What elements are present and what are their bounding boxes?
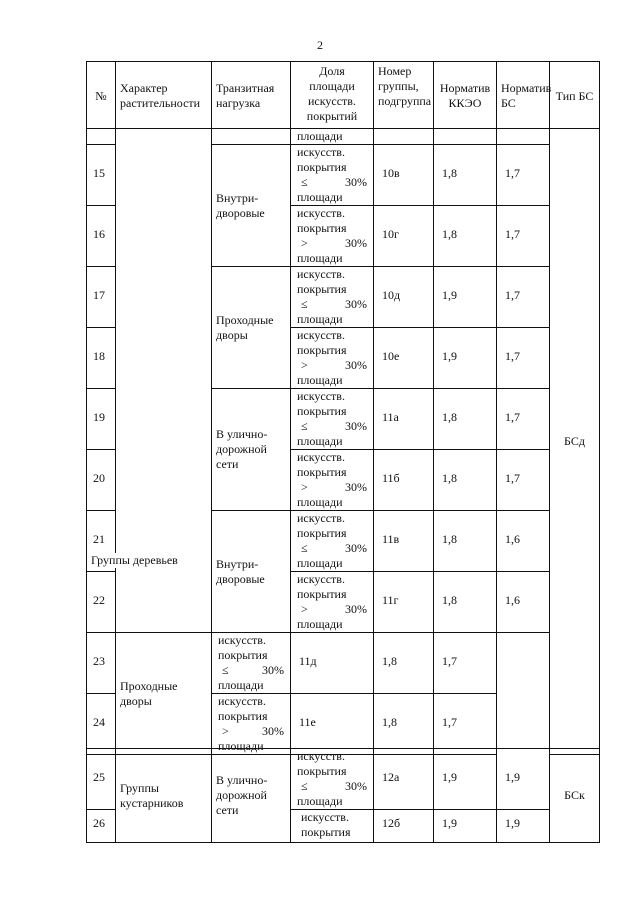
type-label: БСд xyxy=(564,434,585,448)
group-code: 12а xyxy=(374,749,434,810)
norm-kkeo: 1,9 xyxy=(434,267,497,328)
norm-bs: 1,7 xyxy=(434,694,497,755)
header-num: № xyxy=(87,62,116,129)
row-number: 22 xyxy=(87,572,116,633)
row-number: 24 xyxy=(87,694,116,755)
row-number: 26 xyxy=(87,810,116,843)
share-cell: искусств. покрытия > 30% площади xyxy=(291,450,374,511)
header-load: Транзитная нагрузка xyxy=(212,62,291,129)
header-share: Доля площади искусств. покрытий xyxy=(291,62,374,129)
table-cell xyxy=(374,129,434,145)
shrubs-table xyxy=(86,748,600,843)
norm-kkeo: 1,8 xyxy=(434,389,497,450)
load-cell: Внутри-дворовые xyxy=(212,511,291,633)
group-code: 10е xyxy=(374,328,434,389)
share-cell: площади xyxy=(291,129,374,145)
share-cell: искусств. покрытия > 30% площади xyxy=(212,694,291,755)
norm-kkeo: 1,8 xyxy=(374,633,434,694)
row-number: 23 xyxy=(87,633,116,694)
header-type: Тип БС xyxy=(550,62,600,129)
table-row xyxy=(87,129,600,145)
type-label: БСк xyxy=(564,788,585,802)
norm-kkeo: 1,8 xyxy=(434,145,497,206)
table-row xyxy=(87,633,600,694)
group-code: 10г xyxy=(374,206,434,267)
group-code: 12б xyxy=(374,810,434,843)
row-number: 20 xyxy=(87,450,116,511)
norms-table xyxy=(86,61,600,755)
share-cell: искусств. покрытия ≤ 30% площади xyxy=(291,145,374,206)
table-cell xyxy=(434,129,497,145)
norm-kkeo: 1,8 xyxy=(434,206,497,267)
trees-group-label: Группы деревьев xyxy=(91,553,181,568)
character-cell: Группы кустарников xyxy=(116,749,212,843)
norm-kkeo: 1,8 xyxy=(374,694,434,755)
group-code: 10д xyxy=(374,267,434,328)
row-number: 17 xyxy=(87,267,116,328)
table-cell xyxy=(87,129,116,145)
group-code: 11е xyxy=(291,694,374,755)
share-cell: искусств. покрытия ≤ 30% площади xyxy=(291,511,374,572)
norm-bs: 1,6 xyxy=(497,572,550,633)
group-code: 10в xyxy=(374,145,434,206)
group-code: 11б xyxy=(374,450,434,511)
row-number: 19 xyxy=(87,389,116,450)
norm-bs: 1,7 xyxy=(497,450,550,511)
header-group: Номер группы, подгруппа xyxy=(374,62,434,129)
page-number: 2 xyxy=(317,38,323,52)
norm-kkeo: 1,8 xyxy=(434,511,497,572)
load-cell: Проходные дворы xyxy=(212,267,291,389)
load-cell: В улично-дорожной сети xyxy=(212,749,291,843)
norm-kkeo: 1,9 xyxy=(434,810,497,843)
norm-bs: 1,7 xyxy=(497,328,550,389)
load-cell: Проходные дворы xyxy=(116,633,212,755)
share-cell: искусств. покрытия > 30% площади xyxy=(291,206,374,267)
row-number: 16 xyxy=(87,206,116,267)
share-cell: искусств. покрытия ≤ 30% площади xyxy=(212,633,291,694)
norm-kkeo: 1,8 xyxy=(434,450,497,511)
header-row xyxy=(87,62,600,129)
norm-bs: 1,9 xyxy=(497,810,550,843)
share-cell: искусств. покрытия ≤ 30% площади xyxy=(291,389,374,450)
norm-kkeo: 1,9 xyxy=(434,749,497,810)
norm-bs: 1,6 xyxy=(497,511,550,572)
group-code: 11г xyxy=(374,572,434,633)
header-character: Характер растительности xyxy=(116,62,212,129)
norm-bs: 1,7 xyxy=(497,206,550,267)
norm-bs: 1,7 xyxy=(497,267,550,328)
table-cell xyxy=(212,129,291,145)
norm-kkeo: 1,9 xyxy=(434,328,497,389)
row-number: 18 xyxy=(87,328,116,389)
norm-bs: 1,7 xyxy=(497,389,550,450)
table-cell xyxy=(497,129,550,145)
row-number: 25 xyxy=(87,749,116,810)
row-number: 15 xyxy=(87,145,116,206)
share-cell: искусств. покрытия ≤ 30% площади xyxy=(291,267,374,328)
row-number: 21 xyxy=(87,511,116,572)
norm-bs: 1,9 xyxy=(497,749,550,810)
type-cell xyxy=(550,749,600,843)
norm-kkeo: 1,8 xyxy=(434,572,497,633)
type-cell xyxy=(550,129,600,755)
group-code: 11в xyxy=(374,511,434,572)
header-norm-kkeo: Норматив ККЭО xyxy=(434,62,497,129)
share-cell: искусств. покрытия xyxy=(291,810,374,843)
header-norm-bs: Норматив БС xyxy=(497,62,550,129)
table-row xyxy=(87,749,600,810)
share-cell: искусств. покрытия > 30% площади xyxy=(291,572,374,633)
load-cell: Внутри-дворовые xyxy=(212,145,291,267)
share-cell: искусств. покрытия > 30% площади xyxy=(291,328,374,389)
load-cell: В улично-дорожной сети xyxy=(212,389,291,511)
norm-bs: 1,7 xyxy=(434,633,497,694)
group-code: 11а xyxy=(374,389,434,450)
norm-bs: 1,7 xyxy=(497,145,550,206)
group-code: 11д xyxy=(291,633,374,694)
share-cell: искусств. покрытия ≤ 30% площади xyxy=(291,749,374,810)
